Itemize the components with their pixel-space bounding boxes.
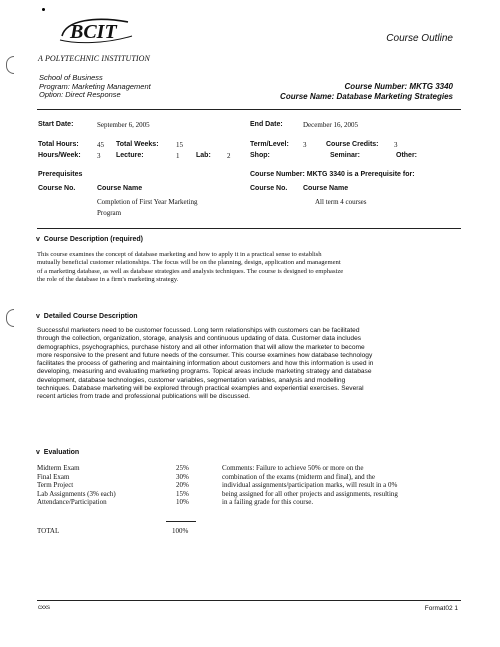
text-line: development, database technologies, customer variables, segmentation variables, analysis and modelling: [37, 376, 346, 384]
text-line: Successful marketers need to be customer focussed. Long term relationships with customers can be facilitated: [37, 327, 360, 334]
text-line: through the collection, organization, storage, analysis and continuous updating of data. Customer data includes: [37, 335, 362, 343]
prereq-for-course-name: All term 4 courses: [315, 198, 367, 206]
program-name: Program: Marketing Management: [39, 81, 151, 91]
evaluation-item-pct: 10%: [176, 498, 189, 506]
evaluation-item-name: Lab Assignments (3% each): [37, 489, 116, 498]
course-id-block: [280, 82, 453, 101]
evaluation-total-pct: 100%: [172, 527, 189, 535]
school-info: [39, 74, 151, 100]
evaluation-percents: [176, 464, 189, 507]
institution-tagline: A POLYTECHNIC INSTITUTION: [38, 54, 150, 63]
footer-left: cxxs: [38, 605, 50, 611]
text-line: the role of the database in a firm's marketing strategy.: [37, 275, 179, 283]
evaluation-items: [37, 464, 116, 507]
lab-label: Lab:: [196, 152, 211, 159]
total-hours-value: 45: [97, 141, 104, 149]
prereq-for-title: Course Number: MKTG 3340 is a Prerequisite for:: [250, 171, 415, 178]
bcit-logo: [56, 14, 136, 50]
text-line: developing, measuring and evaluating marketing programs. Topical areas include marketing strategy and database: [37, 368, 372, 376]
evaluation-item-name: Term Project: [37, 481, 74, 489]
detailed-description-text: [37, 327, 465, 402]
divider: [37, 109, 461, 110]
comment-line: in a failing grade for this course.: [222, 498, 314, 506]
section-title: Evaluation: [43, 449, 80, 456]
start-date-label: Start Date:: [38, 121, 74, 128]
evaluation-heading: [36, 449, 79, 456]
comment-line: being assigned for all other projects and assignments, resulting: [222, 489, 398, 498]
evaluation-item-name: Midterm Exam: [37, 464, 80, 472]
prereq-title: Prerequisites: [38, 171, 83, 178]
evaluation-item-pct: 30%: [176, 472, 189, 481]
section-title: Course Description (required): [43, 236, 143, 243]
scan-binding-mark: [6, 309, 14, 327]
evaluation-total-label: TOTAL: [37, 527, 60, 535]
text-line: more responsive to the present and future needs of the consumer. This course examines how database technology: [37, 351, 373, 359]
prereq-col-name: Course Name: [97, 185, 143, 192]
lab-value: 2: [227, 152, 231, 160]
section-bullet: v: [36, 313, 40, 320]
term-level-value: 3: [303, 141, 307, 149]
scan-speck: [42, 8, 45, 11]
evaluation-item-name: Final Exam: [37, 472, 70, 481]
course-number: Course Number: MKTG 3340: [344, 82, 453, 91]
comment-line: individual assignments/participation marks, will result in a 0%: [222, 481, 398, 489]
lecture-label: Lecture:: [116, 152, 144, 159]
evaluation-item-pct: 20%: [176, 481, 189, 489]
divider: [37, 228, 461, 229]
evaluation-item-name: Attendance/Participation: [37, 498, 107, 506]
end-date-label: End Date:: [250, 121, 283, 128]
total-hours-label: Total Hours:: [38, 141, 79, 148]
other-label: Other:: [396, 152, 417, 159]
school-name: School of Business: [39, 73, 103, 82]
option-name: Option: Direct Response: [39, 90, 121, 99]
text-line: techniques. Database marketing will be explored through practical examples and experiential exercises. Several: [37, 385, 364, 393]
section-bullet: v: [36, 449, 40, 456]
shop-label: Shop:: [250, 152, 270, 159]
comment-line: Comments: Failure to achieve 50% or more on the: [222, 464, 364, 472]
prereq-for-col-name: Course Name: [303, 185, 349, 192]
seminar-label: Seminar:: [330, 152, 360, 159]
text-line: recent articles from trade and professional publications will be discussed.: [37, 393, 250, 401]
course-name: Course Name: Database Marketing Strategies: [280, 91, 453, 101]
start-date-value: September 6, 2005: [97, 121, 150, 129]
course-description-text: [37, 251, 465, 284]
prereq-for-col-no: Course No.: [250, 185, 288, 192]
term-level-label: Term/Level:: [250, 141, 289, 148]
footer-divider: [37, 600, 461, 601]
evaluation-item-pct: 15%: [176, 489, 189, 498]
text-line: facilitates the process of gathering and maintaining information about customers and how this information is used in: [37, 360, 374, 368]
prereq-col-no: Course No.: [38, 185, 76, 192]
text-line: This course examines the concept of database marketing and how to apply it in a practical sense to establish: [37, 251, 322, 258]
comment-line: combination of the exams (midterm and final), and the: [222, 472, 375, 481]
evaluation-item-pct: 25%: [176, 464, 189, 472]
total-weeks-value: 15: [176, 141, 183, 149]
course-description-heading: [36, 236, 143, 243]
svg-text:BCIT: BCIT: [70, 21, 117, 43]
end-date-value: December 16, 2005: [303, 121, 359, 129]
footer-right: Format02 1: [424, 605, 458, 612]
scan-binding-mark: [6, 56, 14, 74]
lecture-value: 1: [176, 152, 180, 160]
hours-week-label: Hours/Week:: [38, 152, 81, 159]
detailed-description-heading: [36, 313, 138, 320]
section-bullet: v: [36, 236, 40, 243]
evaluation-comments: [222, 464, 462, 507]
text-line: mutually beneficial customer relationships. The focus will be on the planning, design, application and management: [37, 259, 341, 267]
total-weeks-label: Total Weeks:: [116, 141, 159, 148]
total-underline: [166, 521, 196, 522]
prereq-course-name: Completion of First Year Marketing: [97, 198, 198, 206]
prereq-course-name-cont: Program: [97, 209, 122, 217]
hours-week-value: 3: [97, 152, 101, 160]
doc-type-title: Course Outline: [386, 33, 453, 44]
text-line: demographics, psychographics, purchase history and all other information that will allow the marketer to become: [37, 343, 365, 351]
section-title: Detailed Course Description: [43, 313, 138, 320]
course-credits-label: Course Credits:: [326, 141, 379, 148]
text-line: of a marketing database, as well as database strategies and analysis techniques. The course is designed to emphasize: [37, 267, 344, 275]
course-credits-value: 3: [394, 141, 398, 149]
